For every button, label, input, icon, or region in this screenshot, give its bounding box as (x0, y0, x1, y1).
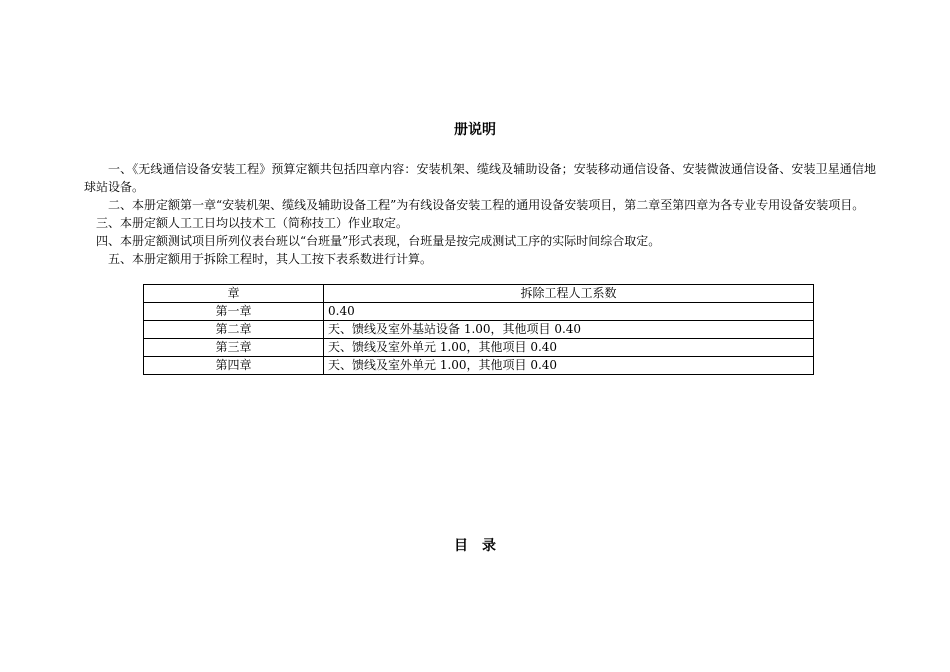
page-title: 册说明 (454, 122, 496, 138)
description-body (84, 160, 876, 268)
paragraph-1: 一、《无线通信设备安装工程》预算定额共包括四章内容：安装机架、缆线及辅助设备；安装移动通信设备、安装微波通信设备、安装卫星通信地球站设备。 (84, 162, 876, 194)
table-cell-chapter: 第三章 (144, 339, 324, 357)
table-cell-chapter: 第一章 (144, 303, 324, 321)
table-cell-chapter: 第二章 (144, 321, 324, 339)
table-row (144, 321, 814, 339)
table-header-row (144, 285, 814, 303)
table-cell-coefficient: 天、馈线及室外基站设备 1.00，其他项目 0.40 (324, 321, 814, 339)
table-row (144, 357, 814, 375)
paragraph-3: 三、本册定额人工工日均以技术工（简称技工）作业取定。 (96, 216, 409, 230)
table-row (144, 339, 814, 357)
coefficient-table (143, 284, 814, 375)
table-cell-chapter: 第四章 (144, 357, 324, 375)
paragraph-5: 五、本册定额用于拆除工程时，其人工按下表系数进行计算。 (108, 252, 433, 266)
toc-title: 目录 (454, 538, 510, 554)
table-row (144, 303, 814, 321)
table-cell-coefficient: 0.40 (324, 303, 814, 321)
paragraph-2: 二、本册定额第一章“安装机架、缆线及辅助设备工程”为有线设备安装工程的通用设备安装项目，第二章至第四章为各专业专用设备安装项目。 (108, 198, 865, 212)
paragraph-4: 四、本册定额测试项目所列仪表台班以“台班量”形式表现，台班量是按完成测试工序的实际时间综合取定。 (96, 234, 661, 248)
table-cell-coefficient: 天、馈线及室外单元 1.00，其他项目 0.40 (324, 357, 814, 375)
table-header-coefficient: 拆除工程人工系数 (324, 285, 814, 303)
table-header-chapter: 章 (144, 285, 324, 303)
table-cell-coefficient: 天、馈线及室外单元 1.00，其他项目 0.40 (324, 339, 814, 357)
